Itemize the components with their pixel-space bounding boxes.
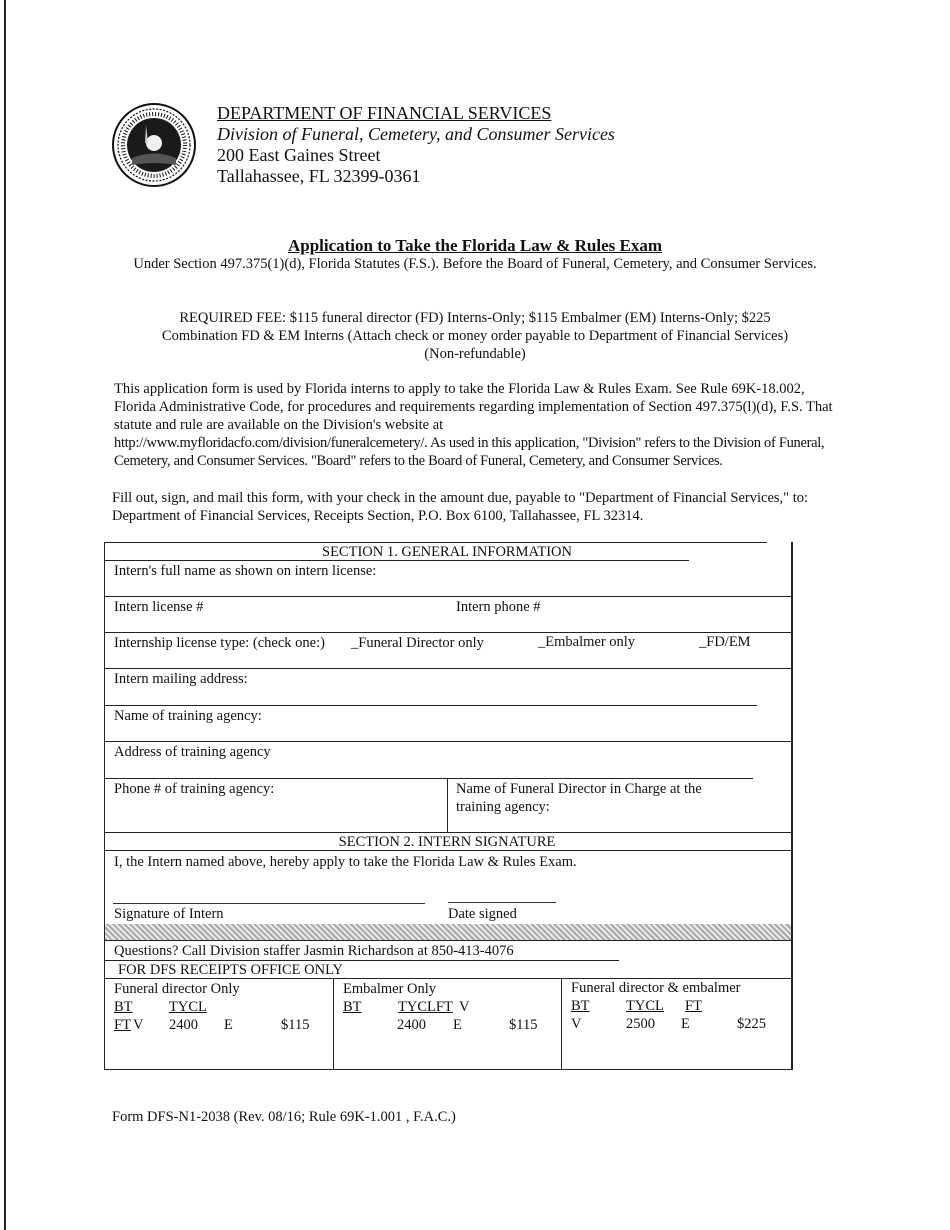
receipt-em-tyclft: TYCLFT: [398, 999, 453, 1015]
receipt-em-v: V: [459, 999, 470, 1015]
department-name: DEPARTMENT OF FINANCIAL SERVICES: [217, 103, 552, 123]
intro-part-1: This application form is used by Florida interns to apply to take the Florida Law & Rules Exam. See Rule 69K-18.002, Florida Administrative Code, for procedures and requirements regarding implementation of Section 497.375(l)(d), F.S. That statute and rule are available on the Division's website at: [114, 381, 833, 433]
receipt-fd-code: 2400: [169, 1017, 198, 1033]
receipt-fd-v: V: [133, 1017, 144, 1033]
city-address: Tallahassee, FL 32399-0361: [217, 166, 421, 186]
receipt-em-e: E: [453, 1017, 462, 1033]
option-fd-em[interactable]: _FD/EM: [699, 634, 751, 650]
receipts-office-heading: FOR DFS RECEIPTS OFFICE ONLY: [118, 962, 343, 978]
training-agency-name-label: Name of training agency:: [114, 708, 262, 724]
intro-part-2: http://www.myfloridacfo.com/division/funeralcemetery/. As used in this application, "Division" refers to the Division of Funeral, Cemetery, and Consumer Services. "Board" refers to the Board of Funeral, Cemetery, and Consumer Services.: [114, 435, 825, 469]
receipt-fdem-v: V: [571, 1016, 582, 1032]
receipt-fdem-bt: BT: [571, 998, 590, 1014]
questions-contact: Questions? Call Division staffer Jasmin Richardson at 850-413-4076: [114, 943, 514, 959]
required-fee-text: REQUIRED FEE: $115 funeral director (FD) Interns-Only; $115 Embalmer (EM) Interns-Only; $225 Combination FD & EM Interns (Attach check or money order payable to Department of Financial Services) (Non-refundable): [161, 310, 789, 362]
receipt-em-code: 2400: [397, 1017, 426, 1033]
training-agency-phone-label: Phone # of training agency:: [114, 781, 275, 797]
section-2-heading: SECTION 2. INTERN SIGNATURE: [338, 834, 556, 850]
license-type-label: Internship license type: (check one:): [114, 635, 325, 651]
statute-line: Under Section 497.375(1)(d), Florida Statutes (F.S.). Before the Board of Funeral, Cemetery, and Consumer Services.: [133, 256, 817, 272]
fd-in-charge-label: Name of Funeral Director in Charge at the training agency:: [456, 781, 702, 815]
receipt-em-bt: BT: [343, 999, 362, 1015]
receipt-em-title: Embalmer Only: [343, 981, 437, 997]
intern-statement: I, the Intern named above, hereby apply to take the Florida Law & Rules Exam.: [114, 854, 577, 870]
division-name: Division of Funeral, Cemetery, and Consumer Services: [217, 124, 615, 144]
receipt-fd-tycl: TYCL: [169, 999, 207, 1015]
section-1-heading: SECTION 1. GENERAL INFORMATION: [322, 544, 572, 560]
receipt-fdem-ft: FT: [685, 998, 702, 1014]
street-address: 200 East Gaines Street: [217, 145, 381, 165]
receipt-fd-amount: $115: [281, 1017, 310, 1033]
receipt-fdem-e: E: [681, 1016, 690, 1032]
full-name-label: Intern's full name as shown on intern license:: [114, 563, 377, 579]
license-number-label: Intern license #: [114, 599, 204, 615]
training-agency-address-label: Address of training agency: [114, 744, 271, 760]
page-edge-rule: [4, 0, 6, 1230]
receipt-fdem-amount: $225: [737, 1016, 766, 1032]
option-funeral-director[interactable]: _Funeral Director only: [351, 635, 484, 651]
mail-instructions: Fill out, sign, and mail this form, with your check in the amount due, payable to "Department of Financial Services," to: Department of Financial Services, Receipts Section, P.O. Box 6100, Tallahassee, FL 32314.: [112, 490, 809, 524]
receipt-fd-title: Funeral director Only: [114, 981, 240, 997]
receipt-fdem-code: 2500: [626, 1016, 655, 1032]
form-footer: Form DFS-N1-2038 (Rev. 08/16; Rule 69K-1.001 , F.A.C.): [112, 1109, 456, 1125]
option-embalmer[interactable]: _Embalmer only: [538, 634, 636, 650]
shaded-separator: [105, 924, 791, 940]
signature-of-intern-label: Signature of Intern: [114, 906, 224, 922]
receipt-fdem-title: Funeral director & embalmer: [571, 980, 741, 996]
department-header: [217, 103, 615, 187]
receipt-fd-bt: BT: [114, 999, 133, 1015]
receipt-fd-ft: FT: [114, 1017, 131, 1033]
intern-phone-label: Intern phone #: [456, 599, 541, 615]
receipt-fdem-tycl: TYCL: [626, 998, 664, 1014]
receipt-em-amount: $115: [509, 1017, 538, 1033]
date-signed-label: Date signed: [448, 906, 517, 922]
intro-paragraph: [114, 380, 834, 470]
florida-seal-icon: [112, 103, 196, 187]
title-block: [110, 236, 840, 273]
mailing-address-label: Intern mailing address:: [114, 671, 248, 687]
receipt-fd-e: E: [224, 1017, 233, 1033]
form-title: Application to Take the Florida Law & Rules Exam: [287, 236, 663, 255]
application-form: [104, 542, 793, 1070]
